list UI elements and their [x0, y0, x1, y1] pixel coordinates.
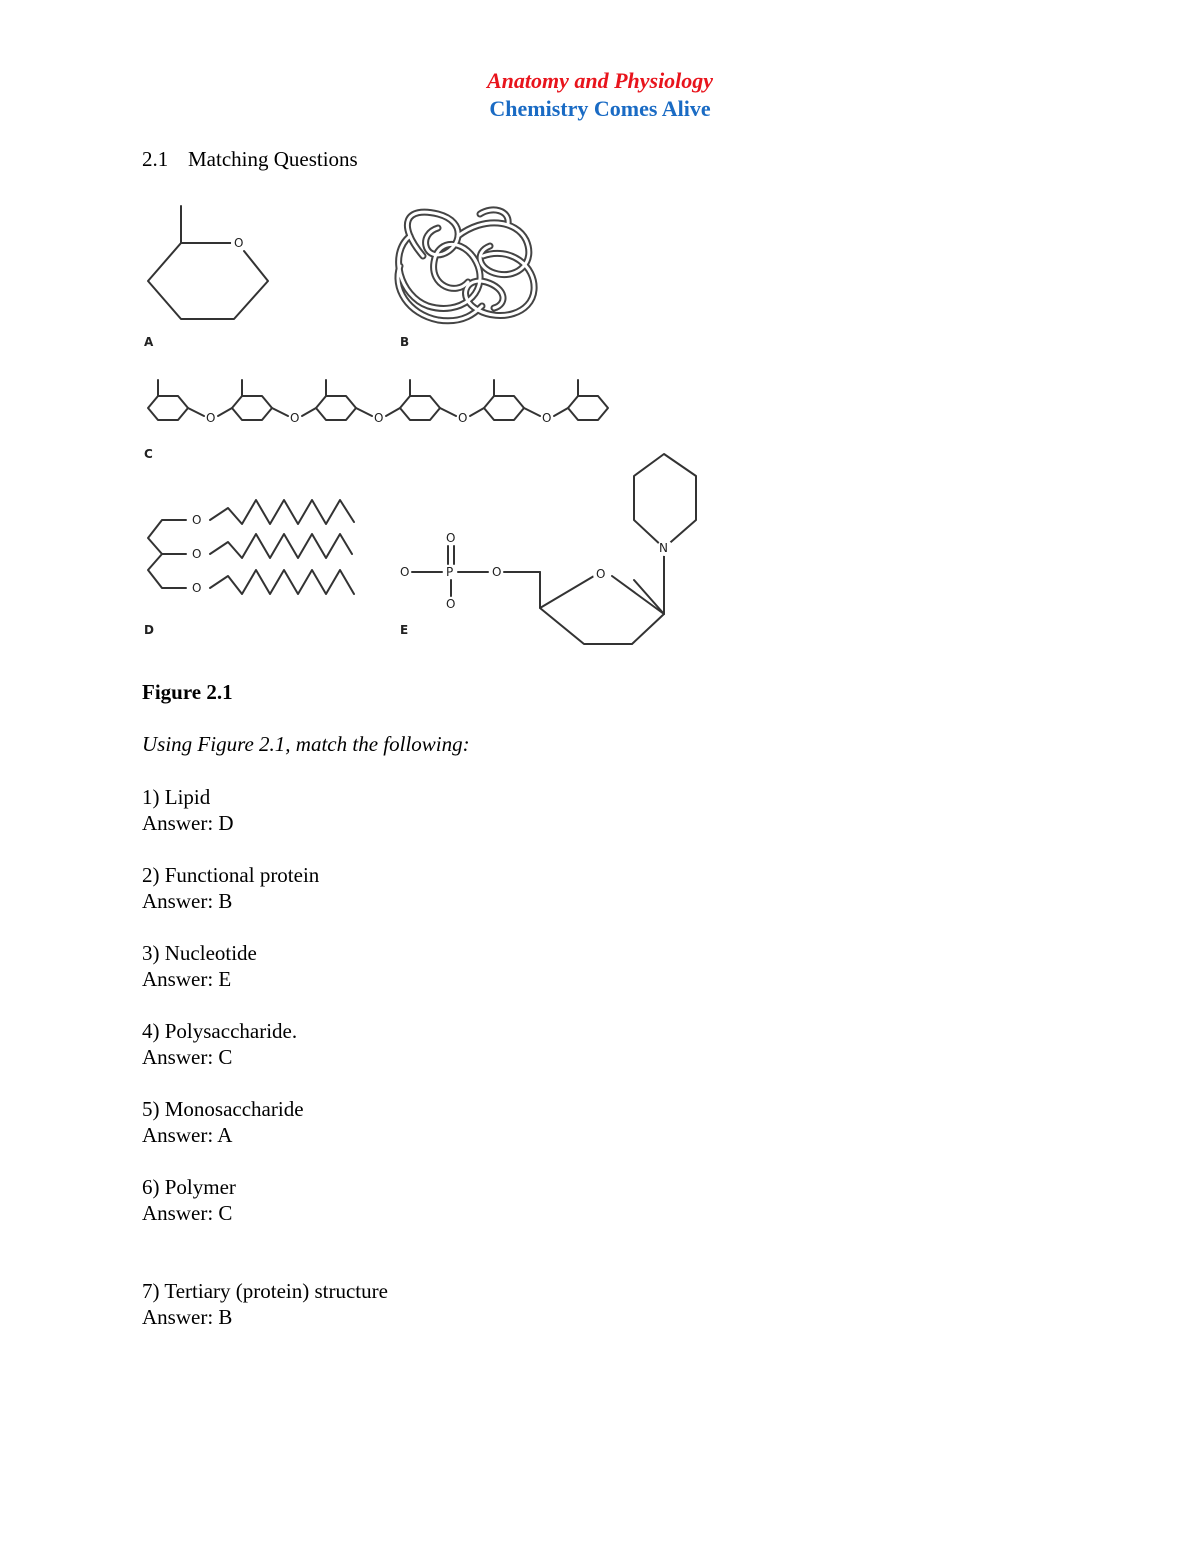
atom-o-d3: O: [192, 581, 202, 595]
question-answer: Answer: D: [142, 811, 234, 835]
structure-d-lipid: [148, 500, 354, 594]
question-answer: Answer: C: [142, 1201, 233, 1225]
atom-o-c1: O: [206, 411, 216, 425]
figure-2-1: [138, 196, 718, 656]
question-prompt: 7) Tertiary (protein) structure: [142, 1279, 388, 1303]
label-a: A: [144, 335, 154, 349]
atom-o-e-left: O: [400, 565, 410, 579]
document-subtitle: Chemistry Comes Alive: [489, 96, 711, 121]
atom-o-c4: O: [458, 411, 468, 425]
document-title: Anatomy and Physiology: [486, 68, 714, 93]
question-prompt: 1) Lipid: [142, 785, 211, 809]
atom-p-e: P: [446, 565, 454, 579]
label-b: B: [400, 335, 410, 349]
question-prompt: 4) Polysaccharide.: [142, 1019, 298, 1043]
instruction-text: Using Figure 2.1, match the following:: [142, 732, 470, 756]
figure-caption: Figure 2.1: [142, 680, 233, 704]
question-prompt: 6) Polymer: [142, 1175, 236, 1199]
question-answer: Answer: C: [142, 1045, 233, 1069]
atom-o-a: O: [234, 236, 244, 250]
question-prompt: 2) Functional protein: [142, 863, 320, 887]
section-title: Matching Questions: [188, 147, 358, 171]
question-item: [142, 1018, 297, 1070]
atom-o-e-bottom: O: [446, 597, 456, 611]
question-prompt: 3) Nucleotide: [142, 941, 257, 965]
question-answer: Answer: B: [142, 1305, 233, 1329]
section-number: 2.1: [142, 147, 169, 171]
question-item: [142, 862, 319, 914]
atom-o-c3: O: [374, 411, 384, 425]
section-heading: [142, 147, 358, 172]
atom-n-e: N: [659, 541, 668, 555]
atom-o-d1: O: [192, 513, 202, 527]
atom-o-e-ring: O: [596, 567, 606, 581]
atom-o-e-right: O: [492, 565, 502, 579]
atom-o-c5: O: [542, 411, 552, 425]
question-item: [142, 1278, 388, 1330]
question-item: [142, 1174, 236, 1226]
atom-o-d2: O: [192, 547, 202, 561]
question-answer: Answer: A: [142, 1123, 233, 1147]
atom-o-c2: O: [290, 411, 300, 425]
label-c: C: [144, 447, 153, 461]
label-e: E: [400, 623, 409, 637]
label-d: D: [144, 623, 154, 637]
question-prompt: 5) Monosaccharide: [142, 1097, 304, 1121]
question-item: [142, 940, 257, 992]
structure-a-monosaccharide: [148, 206, 268, 319]
structure-e-nucleotide: [412, 454, 696, 644]
question-item: [142, 1096, 304, 1148]
atom-o-e-top: O: [446, 531, 456, 545]
question-answer: Answer: E: [142, 967, 232, 991]
question-answer: Answer: B: [142, 889, 233, 913]
question-item: [142, 784, 234, 836]
